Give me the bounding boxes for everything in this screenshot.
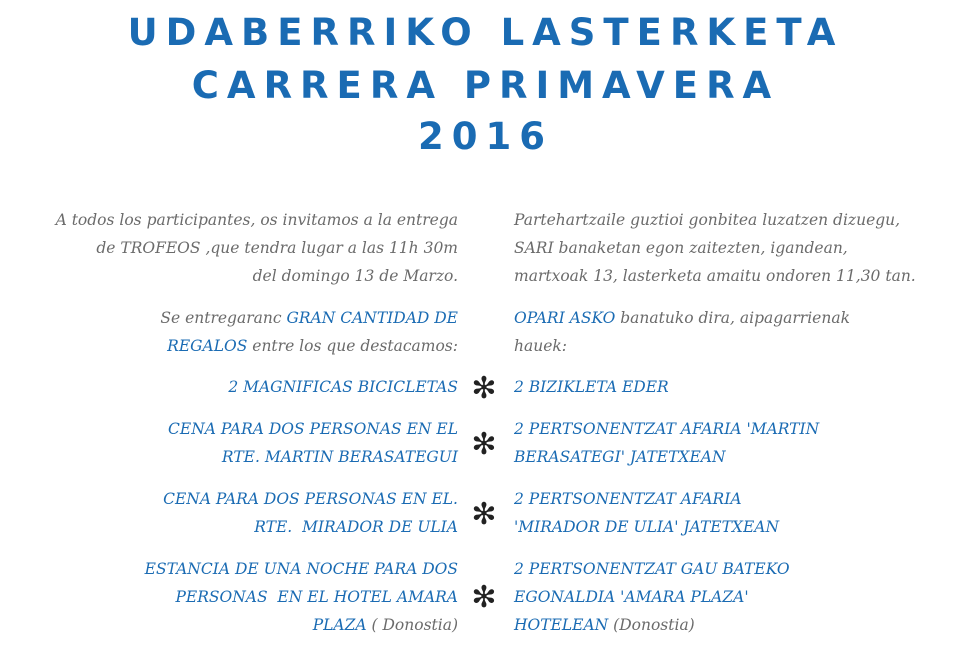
- gifts-intro-eu-line-1: [514, 304, 954, 332]
- prize-2-es-line-1: CENA PARA DOS PERSONAS EN EL: [168, 420, 458, 438]
- prize-1-eu-line-1: 2 BIZIKLETA EDER: [514, 378, 669, 396]
- trofeos-word: TROFEOS: [120, 239, 201, 257]
- asterisk-icon: ✻: [471, 371, 497, 406]
- prize-3-es-line-1: CENA PARA DOS PERSONAS EN EL.: [163, 490, 458, 508]
- prize-4-es-line-3: [38, 611, 458, 639]
- gifts-intro-es-highlight-2: REGALOS: [167, 337, 248, 355]
- prize-4-es-hotel: PLAZA: [312, 616, 367, 634]
- prize-2-eu-line-1: 2 PERTSONENTZAT AFARIA 'MARTIN: [514, 420, 820, 438]
- gifts-intro-eu-highlight: OPARI ASKO: [514, 309, 616, 327]
- gifts-intro-es-line-2: [38, 332, 458, 360]
- prize-4-eu-hotel: HOTELEAN: [514, 616, 609, 634]
- intro-es-l2-post: ,que tendra lugar a las 11h 30m: [200, 239, 458, 257]
- prize-1-eu: [514, 373, 954, 401]
- prize-4-es-line-2: PERSONAS EN EL HOTEL AMARA: [175, 588, 458, 606]
- intro-es-line-1: A todos los participantes, os invitamos a la entrega: [55, 211, 458, 229]
- gifts-intro-es-line-1: [38, 304, 458, 332]
- prize-1-es-line-1: 2 MAGNIFICAS BICICLETAS: [228, 378, 458, 396]
- prize-1-es: [38, 373, 458, 401]
- sari-word: SARI: [514, 239, 554, 257]
- prize-3-es: [38, 485, 458, 541]
- title-line-1: UDABERRIKO LASTERKETA: [127, 11, 844, 54]
- prize-3-eu-line-2: 'MIRADOR DE ULIA' JATETXEAN: [514, 518, 780, 536]
- prize-3-eu-line-1: 2 PERTSONENTZAT AFARIA: [514, 490, 742, 508]
- gifts-intro-eu-line-2: hauek:: [514, 337, 567, 355]
- intro-eu-line-2: [514, 234, 954, 262]
- prize-4-es-location: ( Donostia): [366, 616, 458, 634]
- gifts-intro-es: [38, 304, 458, 360]
- gifts-intro-es-post: entre los que destacamos:: [247, 337, 458, 355]
- title-line-3: 2016: [418, 115, 553, 158]
- prize-2-eu-line-2: BERASATEGI' JATETXEAN: [514, 448, 726, 466]
- prize-2-es: [38, 415, 458, 471]
- gifts-intro-eu: [514, 304, 954, 360]
- intro-es-l2-pre: de: [96, 239, 121, 257]
- asterisk-icon: ✻: [471, 427, 497, 462]
- intro-eu-l2-post: banaketan egon zaitezten, igandean,: [553, 239, 848, 257]
- prize-4-eu-location: (Donostia): [608, 616, 695, 634]
- prize-4-es: [38, 555, 458, 639]
- asterisk-icon: ✻: [471, 580, 497, 615]
- intro-es-line-3: del domingo 13 de Marzo.: [252, 267, 458, 285]
- prize-4-eu-line-3: [514, 611, 954, 639]
- intro-es-line-2: [38, 234, 458, 262]
- prize-2-eu: [514, 415, 954, 471]
- intro-eu-line-1: Partehartzaile guztioi gonbitea luzatzen dizuegu,: [514, 211, 901, 229]
- prize-3-eu: [514, 485, 954, 541]
- gifts-intro-es-pre: Se entregaranc: [160, 309, 287, 327]
- intro-eu-line-3: martxoak 13, lasterketa amaitu ondoren 11,30 tan.: [514, 267, 916, 285]
- gifts-intro-eu-post: banatuko dira, aipagarrienak: [615, 309, 850, 327]
- prize-4-eu: [514, 555, 954, 639]
- title-line-2: CARRERA PRIMAVERA: [191, 64, 780, 107]
- asterisk-icon: ✻: [471, 497, 497, 532]
- intro-es: [38, 206, 458, 290]
- prize-2-es-line-2: RTE. MARTIN BERASATEGUI: [221, 448, 458, 466]
- prize-4-eu-line-2: EGONALDIA 'AMARA PLAZA': [514, 588, 749, 606]
- intro-eu: [514, 206, 954, 290]
- gifts-intro-es-highlight-1: GRAN CANTIDAD DE: [286, 309, 458, 327]
- prize-4-eu-line-1: 2 PERTSONENTZAT GAU BATEKO: [514, 560, 790, 578]
- prize-3-es-line-2: RTE. MIRADOR DE ULIA: [254, 518, 458, 536]
- prize-4-es-line-1: ESTANCIA DE UNA NOCHE PARA DOS: [144, 560, 458, 578]
